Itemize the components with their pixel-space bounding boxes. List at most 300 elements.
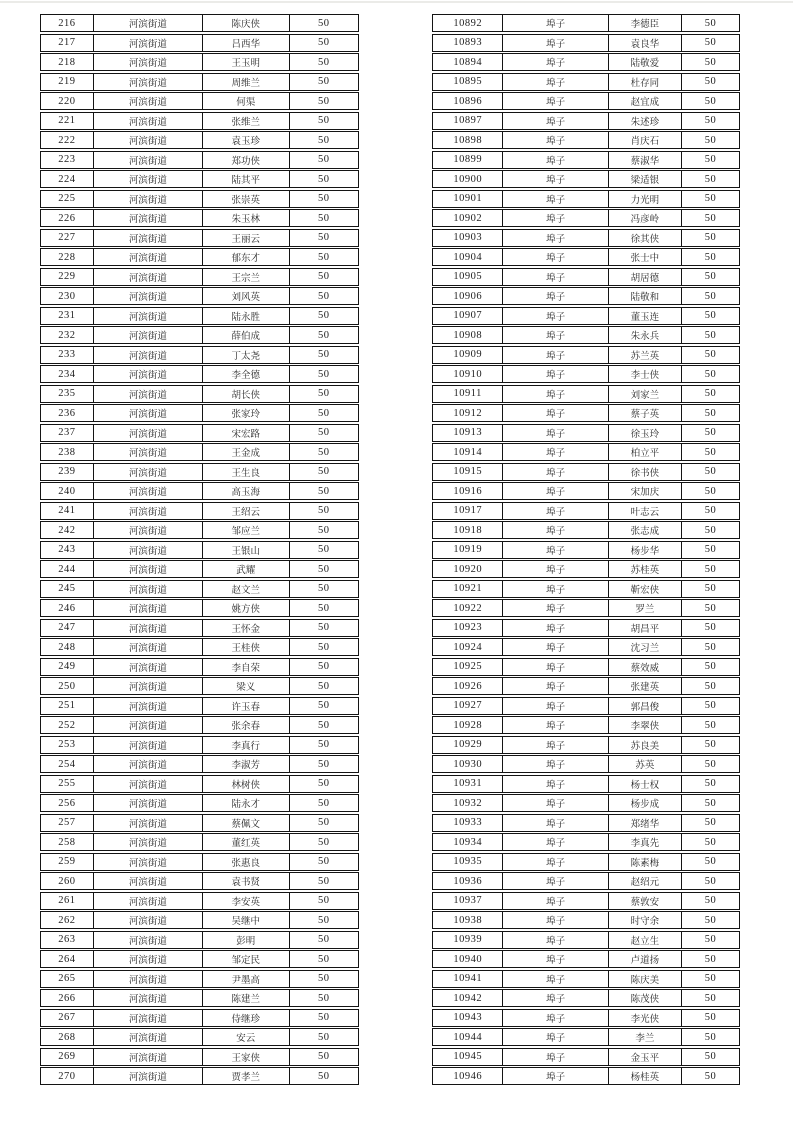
- amount-cell: 50: [289, 171, 358, 187]
- table-row: [432, 755, 740, 773]
- table-row: [40, 53, 359, 71]
- serial-number-cell: 264: [58, 953, 76, 965]
- table-row: [432, 404, 740, 422]
- person-name-cell: 王宗兰: [202, 269, 289, 285]
- table-row: [40, 911, 359, 929]
- area-name-cell: 埠子: [502, 132, 607, 148]
- table-row: [40, 989, 359, 1007]
- area-name-cell: 河滨街道: [93, 795, 202, 811]
- person-name-cell: 张余春: [202, 717, 289, 733]
- person-name-cell: 宋加庆: [608, 483, 681, 499]
- person-name-cell: 郭昌俊: [608, 698, 681, 714]
- person-name-cell: 杨桂英: [608, 1068, 681, 1084]
- person-name-cell: 李真行: [202, 737, 289, 753]
- amount-cell: 50: [681, 932, 739, 948]
- person-name-cell: 李全德: [202, 366, 289, 382]
- table-row: [40, 190, 359, 208]
- area-name-cell: 河滨街道: [93, 152, 202, 168]
- area-name-cell: 埠子: [502, 698, 607, 714]
- table-row: [40, 931, 359, 949]
- area-name-cell: 埠子: [502, 327, 607, 343]
- table-row: [432, 716, 740, 734]
- table-row: [432, 541, 740, 559]
- serial-number-cell: 230: [58, 290, 76, 302]
- serial-number-cell: 247: [58, 622, 76, 633]
- serial-number-cell: 220: [58, 95, 76, 107]
- amount-cell: 50: [681, 698, 739, 714]
- table-row: [40, 619, 359, 637]
- scan-artifact-line: [0, 1, 793, 3]
- table-row: [432, 950, 740, 968]
- serial-number-cell: 244: [58, 563, 76, 575]
- person-name-cell: 张志成: [608, 522, 681, 538]
- amount-cell: 50: [681, 776, 739, 792]
- serial-number-cell: 249: [58, 661, 76, 672]
- table-row: [432, 248, 740, 266]
- table-row: [432, 229, 740, 247]
- person-name-cell: 金玉平: [608, 1049, 681, 1065]
- amount-cell: 50: [289, 35, 358, 51]
- roster-table-right: [432, 14, 740, 1085]
- area-name-cell: 河滨街道: [93, 425, 202, 441]
- table-row: [40, 892, 359, 910]
- serial-number-cell: 10920: [453, 563, 483, 575]
- table-row: [40, 34, 359, 52]
- person-name-cell: 张家玲: [202, 405, 289, 421]
- area-name-cell: 河滨街道: [93, 93, 202, 109]
- serial-number-cell: 253: [58, 739, 76, 750]
- amount-cell: 50: [289, 1049, 358, 1065]
- serial-number-cell: 10895: [453, 76, 483, 87]
- person-name-cell: 蔡效威: [608, 659, 681, 675]
- area-name-cell: 埠子: [502, 35, 607, 51]
- serial-number-cell: 10943: [453, 1012, 483, 1023]
- area-name-cell: 埠子: [502, 990, 607, 1006]
- area-name-cell: 河滨街道: [93, 912, 202, 928]
- area-name-cell: 河滨街道: [93, 542, 202, 558]
- person-name-cell: 陆敬爱: [608, 54, 681, 70]
- amount-cell: 50: [681, 1010, 739, 1026]
- person-name-cell: 赵立生: [608, 932, 681, 948]
- area-name-cell: 河滨街道: [93, 503, 202, 519]
- person-name-cell: 安云: [202, 1029, 289, 1045]
- area-name-cell: 埠子: [502, 74, 607, 90]
- area-name-cell: 河滨街道: [93, 698, 202, 714]
- table-row: [40, 658, 359, 676]
- area-name-cell: 埠子: [502, 1029, 607, 1045]
- serial-number-cell: 10930: [453, 758, 483, 770]
- person-name-cell: 袁玉珍: [202, 132, 289, 148]
- table-row: [432, 580, 740, 598]
- person-name-cell: 朱玉林: [202, 210, 289, 226]
- person-name-cell: 李士侠: [608, 366, 681, 382]
- serial-number-cell: 10944: [453, 1031, 483, 1043]
- amount-cell: 50: [681, 620, 739, 636]
- table-row: [432, 736, 740, 754]
- amount-cell: 50: [289, 503, 358, 519]
- area-name-cell: 河滨街道: [93, 834, 202, 850]
- serial-number-cell: 227: [58, 232, 76, 243]
- amount-cell: 50: [289, 951, 358, 967]
- table-row: [432, 112, 740, 130]
- amount-cell: 50: [289, 932, 358, 948]
- serial-number-cell: 10899: [453, 154, 483, 165]
- amount-cell: 50: [289, 678, 358, 694]
- serial-number-cell: 10922: [453, 602, 483, 614]
- table-row: [40, 833, 359, 851]
- table-row: [432, 970, 740, 988]
- amount-cell: 50: [289, 210, 358, 226]
- amount-cell: 50: [681, 1068, 739, 1084]
- area-name-cell: 河滨街道: [93, 971, 202, 987]
- area-name-cell: 河滨街道: [93, 210, 202, 226]
- amount-cell: 50: [289, 717, 358, 733]
- person-name-cell: 陈建兰: [202, 990, 289, 1006]
- serial-number-cell: 226: [58, 212, 76, 224]
- serial-number-cell: 10914: [453, 446, 483, 458]
- area-name-cell: 埠子: [502, 93, 607, 109]
- table-row: [432, 1067, 740, 1085]
- area-name-cell: 河滨街道: [93, 659, 202, 675]
- area-name-cell: 河滨街道: [93, 620, 202, 636]
- amount-cell: 50: [681, 483, 739, 499]
- area-name-cell: 河滨街道: [93, 1029, 202, 1045]
- amount-cell: 50: [681, 386, 739, 402]
- amount-cell: 50: [681, 815, 739, 831]
- serial-number-cell: 10908: [453, 329, 483, 341]
- person-name-cell: 吕西华: [202, 35, 289, 51]
- amount-cell: 50: [681, 152, 739, 168]
- amount-cell: 50: [289, 113, 358, 129]
- area-name-cell: 河滨街道: [93, 74, 202, 90]
- serial-number-cell: 241: [58, 505, 76, 516]
- serial-number-cell: 217: [58, 37, 76, 48]
- amount-cell: 50: [681, 756, 739, 772]
- serial-number-cell: 10907: [453, 310, 483, 321]
- table-row: [40, 443, 359, 461]
- table-row: [432, 1028, 740, 1046]
- serial-number-cell: 10893: [453, 37, 483, 48]
- person-name-cell: 陆永才: [202, 795, 289, 811]
- serial-number-cell: 10917: [453, 505, 483, 516]
- person-name-cell: 王丽云: [202, 230, 289, 246]
- amount-cell: 50: [681, 561, 739, 577]
- serial-number-cell: 10935: [453, 856, 483, 867]
- amount-cell: 50: [289, 873, 358, 889]
- amount-cell: 50: [681, 639, 739, 655]
- table-row: [432, 170, 740, 188]
- area-name-cell: 河滨街道: [93, 990, 202, 1006]
- serial-number-cell: 10925: [453, 661, 483, 672]
- table-row: [432, 190, 740, 208]
- serial-number-cell: 229: [58, 271, 76, 282]
- serial-number-cell: 10940: [453, 953, 483, 965]
- person-name-cell: 陈庆侠: [202, 15, 289, 31]
- person-name-cell: 叶志云: [608, 503, 681, 519]
- amount-cell: 50: [289, 893, 358, 909]
- serial-number-cell: 10924: [453, 641, 483, 653]
- serial-number-cell: 10900: [453, 173, 483, 185]
- amount-cell: 50: [681, 854, 739, 870]
- amount-cell: 50: [681, 15, 739, 31]
- person-name-cell: 苏兰英: [608, 347, 681, 363]
- amount-cell: 50: [681, 873, 739, 889]
- serial-number-cell: 223: [58, 154, 76, 165]
- person-name-cell: 蔡子英: [608, 405, 681, 421]
- person-name-cell: 张建英: [608, 678, 681, 694]
- amount-cell: 50: [289, 249, 358, 265]
- area-name-cell: 河滨街道: [93, 561, 202, 577]
- area-name-cell: 埠子: [502, 971, 607, 987]
- area-name-cell: 河滨街道: [93, 815, 202, 831]
- table-row: [40, 541, 359, 559]
- person-name-cell: 卢道扬: [608, 951, 681, 967]
- amount-cell: 50: [681, 366, 739, 382]
- table-row: [432, 638, 740, 656]
- amount-cell: 50: [289, 542, 358, 558]
- table-row: [432, 131, 740, 149]
- area-name-cell: 河滨街道: [93, 113, 202, 129]
- serial-number-cell: 258: [58, 836, 76, 848]
- person-name-cell: 高玉海: [202, 483, 289, 499]
- table-row: [40, 697, 359, 715]
- amount-cell: 50: [681, 951, 739, 967]
- serial-number-cell: 245: [58, 583, 76, 594]
- area-name-cell: 埠子: [502, 600, 607, 616]
- amount-cell: 50: [681, 444, 739, 460]
- table-row: [40, 950, 359, 968]
- table-row: [40, 131, 359, 149]
- area-name-cell: 河滨街道: [93, 35, 202, 51]
- amount-cell: 50: [289, 1068, 358, 1084]
- table-row: [40, 872, 359, 890]
- person-name-cell: 郁东才: [202, 249, 289, 265]
- serial-number-cell: 10941: [453, 973, 483, 984]
- area-name-cell: 埠子: [502, 1010, 607, 1026]
- table-row: [432, 424, 740, 442]
- serial-number-cell: 260: [58, 875, 76, 887]
- serial-number-cell: 250: [58, 680, 76, 692]
- amount-cell: 50: [289, 483, 358, 499]
- table-row: [432, 872, 740, 890]
- serial-number-cell: 10918: [453, 524, 483, 536]
- amount-cell: 50: [681, 54, 739, 70]
- amount-cell: 50: [681, 717, 739, 733]
- serial-number-cell: 10928: [453, 719, 483, 731]
- table-row: [432, 307, 740, 325]
- area-name-cell: 埠子: [502, 405, 607, 421]
- table-row: [40, 365, 359, 383]
- table-row: [432, 833, 740, 851]
- amount-cell: 50: [289, 230, 358, 246]
- serial-number-cell: 262: [58, 914, 76, 926]
- table-row: [432, 989, 740, 1007]
- amount-cell: 50: [289, 990, 358, 1006]
- area-name-cell: 埠子: [502, 678, 607, 694]
- table-row: [40, 814, 359, 832]
- serial-number-cell: 10931: [453, 778, 483, 789]
- person-name-cell: 陈素梅: [608, 854, 681, 870]
- area-name-cell: 埠子: [502, 230, 607, 246]
- amount-cell: 50: [681, 191, 739, 207]
- amount-cell: 50: [681, 171, 739, 187]
- table-row: [40, 853, 359, 871]
- person-name-cell: 赵文兰: [202, 581, 289, 597]
- person-name-cell: 徐玉玲: [608, 425, 681, 441]
- area-name-cell: 埠子: [502, 912, 607, 928]
- area-name-cell: 埠子: [502, 444, 607, 460]
- area-name-cell: 埠子: [502, 1068, 607, 1084]
- serial-number-cell: 242: [58, 524, 76, 536]
- area-name-cell: 埠子: [502, 171, 607, 187]
- person-name-cell: 陆其平: [202, 171, 289, 187]
- amount-cell: 50: [289, 1010, 358, 1026]
- person-name-cell: 李兰: [608, 1029, 681, 1045]
- area-name-cell: 埠子: [502, 620, 607, 636]
- table-row: [40, 268, 359, 286]
- person-name-cell: 侍继珍: [202, 1010, 289, 1026]
- table-row: [432, 443, 740, 461]
- table-row: [432, 931, 740, 949]
- serial-number-cell: 10905: [453, 271, 483, 282]
- serial-number-cell: 236: [58, 407, 76, 419]
- amount-cell: 50: [289, 912, 358, 928]
- table-row: [40, 385, 359, 403]
- serial-number-cell: 10937: [453, 895, 483, 906]
- amount-cell: 50: [289, 444, 358, 460]
- amount-cell: 50: [681, 678, 739, 694]
- person-name-cell: 徐书侠: [608, 464, 681, 480]
- person-name-cell: 张维兰: [202, 113, 289, 129]
- person-name-cell: 王怀金: [202, 620, 289, 636]
- table-row: [40, 755, 359, 773]
- area-name-cell: 河滨街道: [93, 581, 202, 597]
- person-name-cell: 李自荣: [202, 659, 289, 675]
- area-name-cell: 埠子: [502, 542, 607, 558]
- amount-cell: 50: [289, 600, 358, 616]
- amount-cell: 50: [681, 425, 739, 441]
- table-row: [40, 1009, 359, 1027]
- area-name-cell: 河滨街道: [93, 347, 202, 363]
- amount-cell: 50: [289, 581, 358, 597]
- table-row: [432, 34, 740, 52]
- serial-number-cell: 238: [58, 446, 76, 458]
- serial-number-cell: 10902: [453, 212, 483, 224]
- serial-number-cell: 233: [58, 349, 76, 360]
- table-row: [40, 346, 359, 364]
- area-name-cell: 河滨街道: [93, 249, 202, 265]
- area-name-cell: 河滨街道: [93, 191, 202, 207]
- serial-number-cell: 10934: [453, 836, 483, 848]
- area-name-cell: 河滨街道: [93, 1068, 202, 1084]
- serial-number-cell: 268: [58, 1031, 76, 1043]
- person-name-cell: 朱述珍: [608, 113, 681, 129]
- table-row: [432, 560, 740, 578]
- table-row: [40, 170, 359, 188]
- table-row: [432, 92, 740, 110]
- serial-number-cell: 255: [58, 778, 76, 789]
- serial-number-cell: 263: [58, 934, 76, 945]
- person-name-cell: 许玉春: [202, 698, 289, 714]
- person-name-cell: 王家侠: [202, 1049, 289, 1065]
- person-name-cell: 袁书贤: [202, 873, 289, 889]
- serial-number-cell: 225: [58, 193, 76, 204]
- table-row: [40, 638, 359, 656]
- table-row: [40, 716, 359, 734]
- person-name-cell: 郑绪华: [608, 815, 681, 831]
- area-name-cell: 埠子: [502, 522, 607, 538]
- person-name-cell: 李德臣: [608, 15, 681, 31]
- table-row: [432, 268, 740, 286]
- serial-number-cell: 10897: [453, 115, 483, 126]
- person-name-cell: 苏良美: [608, 737, 681, 753]
- amount-cell: 50: [681, 1029, 739, 1045]
- area-name-cell: 埠子: [502, 756, 607, 772]
- serial-number-cell: 10945: [453, 1051, 483, 1062]
- amount-cell: 50: [681, 327, 739, 343]
- person-name-cell: 贾孝兰: [202, 1068, 289, 1084]
- serial-number-cell: 10927: [453, 700, 483, 711]
- person-name-cell: 苏英: [608, 756, 681, 772]
- area-name-cell: 埠子: [502, 366, 607, 382]
- amount-cell: 50: [681, 912, 739, 928]
- serial-number-cell: 10903: [453, 232, 483, 243]
- table-row: [432, 794, 740, 812]
- serial-number-cell: 270: [58, 1070, 76, 1082]
- area-name-cell: 埠子: [502, 210, 607, 226]
- person-name-cell: 刘家兰: [608, 386, 681, 402]
- area-name-cell: 河滨街道: [93, 756, 202, 772]
- amount-cell: 50: [681, 834, 739, 850]
- serial-number-cell: 228: [58, 251, 76, 263]
- area-name-cell: 河滨街道: [93, 483, 202, 499]
- amount-cell: 50: [289, 347, 358, 363]
- area-name-cell: 河滨街道: [93, 15, 202, 31]
- amount-cell: 50: [681, 990, 739, 1006]
- table-row: [40, 502, 359, 520]
- area-name-cell: 埠子: [502, 639, 607, 655]
- area-name-cell: 埠子: [502, 1049, 607, 1065]
- area-name-cell: 埠子: [502, 561, 607, 577]
- area-name-cell: 埠子: [502, 152, 607, 168]
- serial-number-cell: 10898: [453, 134, 483, 146]
- amount-cell: 50: [681, 132, 739, 148]
- amount-cell: 50: [681, 230, 739, 246]
- person-name-cell: 梁义: [202, 678, 289, 694]
- person-name-cell: 袁良华: [608, 35, 681, 51]
- amount-cell: 50: [681, 113, 739, 129]
- serial-number-cell: 10909: [453, 349, 483, 360]
- serial-number-cell: 10926: [453, 680, 483, 692]
- table-row: [40, 404, 359, 422]
- table-row: [40, 482, 359, 500]
- area-name-cell: 埠子: [502, 308, 607, 324]
- amount-cell: 50: [289, 698, 358, 714]
- serial-number-cell: 240: [58, 485, 76, 497]
- amount-cell: 50: [681, 249, 739, 265]
- table-row: [40, 560, 359, 578]
- amount-cell: 50: [681, 405, 739, 421]
- area-name-cell: 埠子: [502, 191, 607, 207]
- table-row: [432, 73, 740, 91]
- person-name-cell: 陆敬和: [608, 288, 681, 304]
- person-name-cell: 彭明: [202, 932, 289, 948]
- amount-cell: 50: [681, 542, 739, 558]
- serial-number-cell: 266: [58, 992, 76, 1004]
- serial-number-cell: 257: [58, 817, 76, 828]
- amount-cell: 50: [289, 15, 358, 31]
- area-name-cell: 河滨街道: [93, 951, 202, 967]
